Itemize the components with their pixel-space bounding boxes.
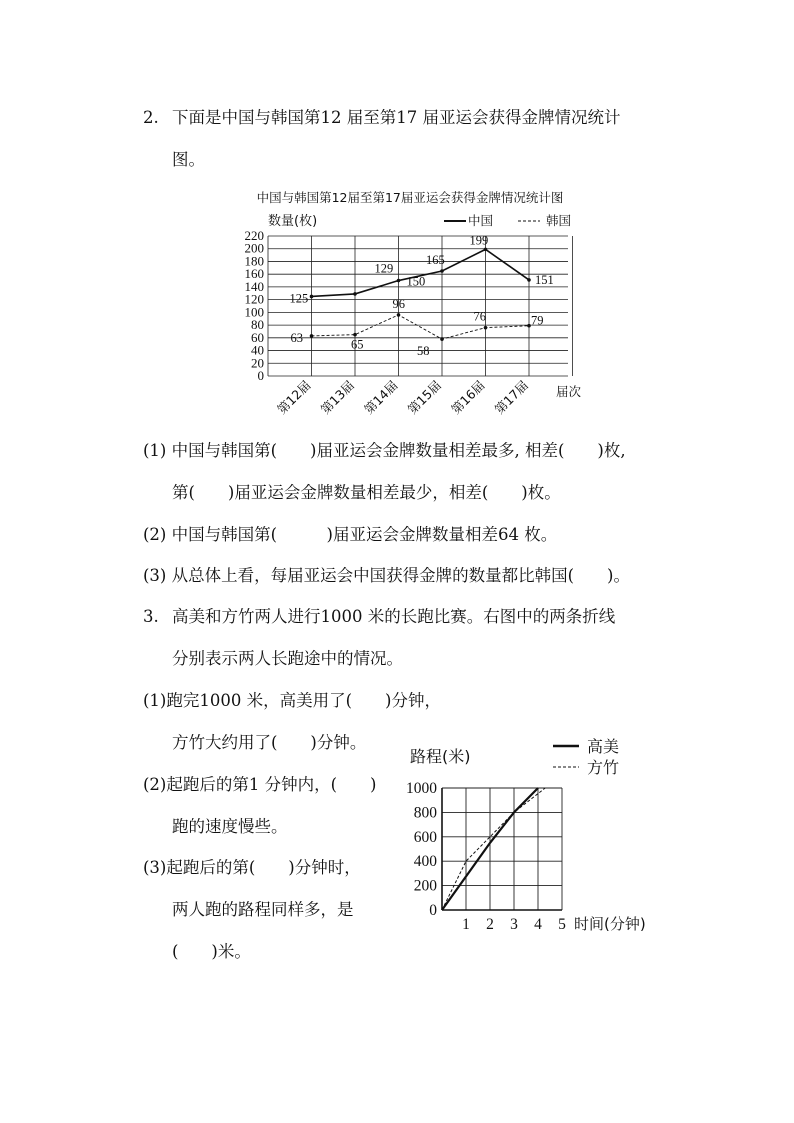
chart2-y-tick-label: 800 [413,804,437,822]
chart2-y-ticks [406,780,437,919]
chart2-y-tick-label: 1000 [406,780,437,797]
chart1-y-tick-label: 60 [251,329,264,345]
chart1-legend [444,213,571,228]
chart1-data-point [440,269,444,273]
chart2-series-line [442,788,545,910]
legend-gaomei-label: 高美 [587,737,620,756]
chart1-data-point [484,248,488,252]
q3-sub3-line2: 两人跑的路程同样多，是 [172,900,354,919]
q2-sub1-line1: (1) 中国与韩国第( )届亚运会金牌数量相差最多, 相差( )枚, [143,441,626,460]
legend-korea-label: 韩国 [546,213,572,228]
chart1-y-tick-label: 100 [244,304,264,320]
chart1-y-tick-label: 80 [251,317,264,333]
chart1-series-line [312,249,530,296]
race-line-chart [398,732,668,942]
chart1-data-point [353,292,357,296]
chart1-data-point [484,326,488,330]
legend-china-label: 中国 [468,213,494,228]
q3-sub3-line1: (3)起跑后的第( )分钟时， [143,858,361,877]
chart1-y-tick-label: 0 [257,368,264,383]
q2-sub3: (3) 从总体上看，每届亚运会中国获得金牌的数量都比韩国( )。 [143,566,630,585]
chart2-x-ticks [462,916,566,933]
chart1-x-tick-label: 第14届 [361,377,401,418]
chart1-data-label: 63 [290,330,303,345]
chart1-data-label: 58 [417,344,430,359]
chart1-data-point [397,313,401,317]
chart1-data-label: 129 [374,261,394,276]
chart2-x-tick-label: 3 [510,916,518,933]
chart1-y-tick-label: 140 [244,278,264,294]
chart1-y-tick-label: 160 [244,266,264,282]
q3-sub3-line3: ( )米。 [172,942,251,961]
chart1-x-tick-label: 第16届 [448,377,488,418]
chart1-data-label: 96 [392,296,405,311]
chart2-y-tick-label: 400 [413,853,437,871]
chart1-data-label: 199 [469,233,489,248]
chart1-x-tick-label: 第12届 [274,377,314,418]
chart2-legend [553,737,619,777]
chart2-x-tick-label: 4 [534,916,542,933]
q3-sub1-line1: (1)跑完1000 米，高美用了( )分钟， [143,691,441,710]
q2-intro-line2: 图。 [172,150,205,169]
q3-intro-line1: 高美和方竹两人进行1000 米的长跑比赛。右图中的两条折线 [172,607,616,626]
chart2-y-axis-label: 路程(米) [410,747,471,766]
chart1-y-tick-label: 180 [244,253,264,269]
chart1-data-point [310,295,314,299]
chart1-x-tick-label: 第17届 [491,377,532,418]
chart1-x-ticks [274,378,531,418]
chart1-data-point [440,337,444,341]
chart1-data-label: 151 [535,272,554,287]
chart1-y-tick-label: 200 [244,240,264,256]
chart1-series-line [312,315,530,339]
chart1-data-label: 165 [426,253,445,267]
q3-number: 3. [143,607,159,626]
chart2-x-tick-label: 2 [486,916,494,933]
chart2-y-tick-label: 200 [413,877,437,895]
chart2-series [442,788,545,910]
chart2-y-tick-label: 0 [429,902,437,919]
q3-sub2-line1: (2)起跑后的第1 分钟内，( ) [143,775,377,794]
q2-sub1-line2: 第( )届亚运会金牌数量相差最少，相差( )枚。 [172,483,561,502]
chart1-x-tick-label: 第15届 [404,377,445,418]
chart1-y-tick-label: 40 [251,342,264,358]
chart1-data-label: 125 [289,291,309,306]
chart1-data-point [310,334,314,338]
chart1-y-tick-label: 120 [244,291,264,307]
chart1-y-axis-label: 数量(枚) [268,214,318,229]
chart1-data-label: 65 [351,337,364,352]
chart1-title: 中国与韩国第12届至第17届亚运会获得金牌情况统计图 [256,190,564,205]
chart2-grid [442,788,562,910]
chart1-x-tick-label: 第13届 [317,377,358,418]
chart2-x-axis-label: 时间(分钟) [574,915,646,933]
q3-sub1-line2: 方竹大约用了( )分钟。 [172,733,367,752]
chart1-data-label: 76 [473,309,486,324]
chart1-data-label: 150 [406,274,426,289]
chart1-data-point [527,278,531,282]
legend-fangzhu-label: 方竹 [587,758,620,777]
q2-sub2: (2) 中国与韩国第( )届亚运会金牌数量相差64 枚。 [143,525,558,544]
chart1-data-point [397,279,401,283]
chart1-data-point [353,333,357,337]
q3-sub2-line2: 跑的速度慢些。 [172,817,288,836]
q2-intro-line1: 下面是中国与韩国第12 届至第17 届亚运会获得金牌情况统计 [172,108,621,127]
q3-intro-line2: 分别表示两人长跑途中的情况。 [172,649,403,668]
chart1-y-tick-label: 220 [244,228,264,243]
chart2-x-tick-label: 1 [462,916,470,933]
medal-line-chart [220,186,600,426]
chart1-y-tick-label: 20 [251,355,264,371]
chart1-data-label: 79 [531,313,544,328]
chart1-x-axis-label: 届次 [556,384,582,399]
q2-number: 2. [143,108,159,127]
chart1-y-ticks [245,228,265,383]
chart2-y-tick-label: 600 [413,828,437,846]
chart2-x-tick-label: 5 [558,916,566,933]
